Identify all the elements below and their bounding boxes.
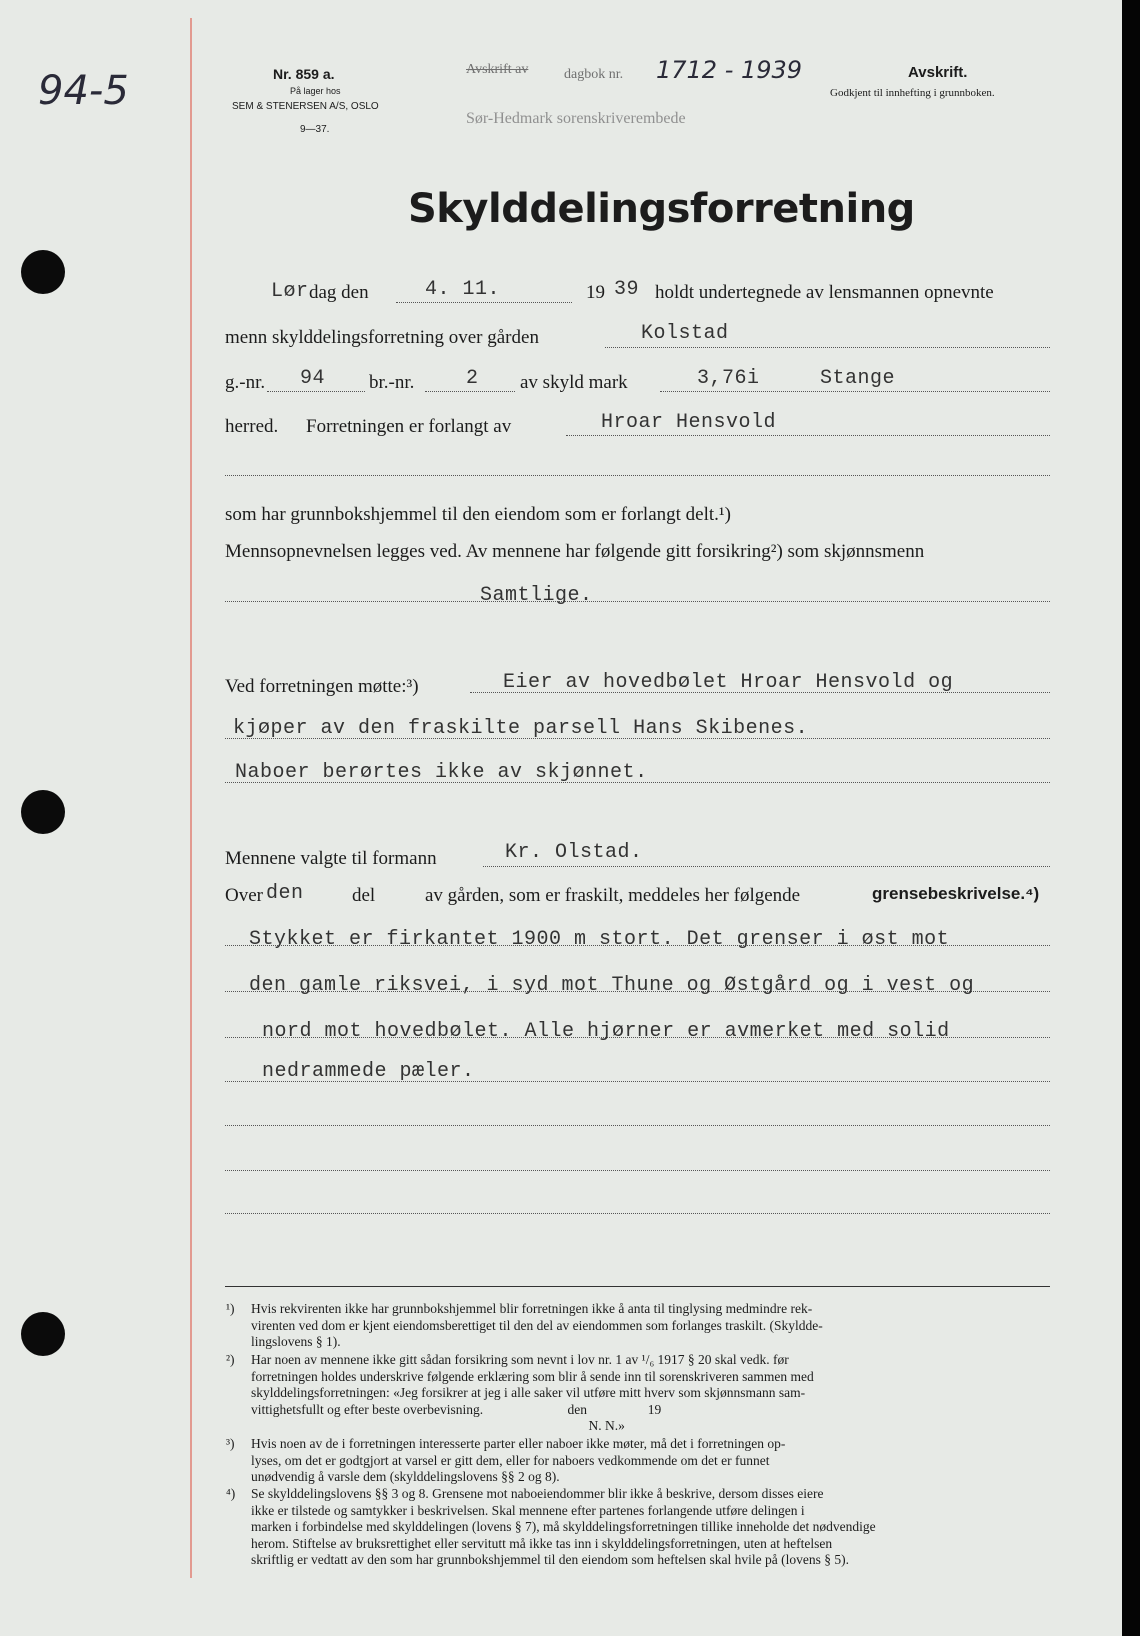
grense-4: nedrammede pæler.	[262, 1060, 475, 1083]
punch-hole	[21, 250, 65, 294]
over-label: Over	[225, 885, 263, 906]
mennsopnevnelse-line: Mennsopnevnelsen legges ved. Av mennene har følgende gitt forsikring²) som skjønnsmenn	[225, 541, 925, 562]
herred-label: herred.	[225, 416, 279, 437]
footnote-line: unødvendig å varsle dem (skylddelingslovens §§ 2 og 8).	[251, 1469, 560, 1484]
date-value: 4. 11.	[425, 278, 501, 301]
formann-value: Kr. Olstad.	[505, 841, 643, 864]
footnote-line: lyses, om det er godtgjort at varsel er gitt dem, eller for naboers vedkommende om det er funnet	[251, 1452, 770, 1468]
skyld-label: av skyld mark	[520, 372, 628, 393]
footnote-line: ikke er tilstede og samtykker i beskrivelsen. Skal mennene efter partenes forlangende utføre delingen i	[251, 1502, 805, 1518]
weekday-prefix: Lør	[271, 280, 309, 303]
motte-3: Naboer berørtes ikke av skjønnet.	[235, 761, 648, 784]
footnote-line: Hvis noen av de i forretningen interesserte parter eller naboer ikke møter, må det i forretningen op-	[251, 1436, 786, 1451]
century-label: 19	[586, 282, 605, 303]
blank-line	[225, 1213, 1050, 1214]
footnote-line: Har noen av mennene ikke gitt sådan forsikring som nevnt i lov nr. 1 av ¹/₆ 1917 § 20 skal vedk. før	[251, 1352, 789, 1367]
margin-rule	[190, 18, 192, 1578]
footnote-line: Se skylddelingslovens §§ 3 og 8. Grensene mot naboeiendommer blir ikke å beskrive, dersom disses eiere	[251, 1486, 824, 1501]
footnote-1	[226, 1301, 1056, 1351]
gnr-value: 94	[300, 367, 326, 390]
footnote-line: marken i forbindelse med skylddelingen (lovens § 7), må skylddelingsforretningen tillike inneholde det nødvendige	[251, 1519, 876, 1534]
form-date: 9—37.	[300, 124, 330, 135]
stamp-dagbok: dagbok nr.	[564, 67, 624, 82]
footnote-line: skriftlig er vedtatt av den som har grunnbokshjemmel til den eiendom som heftelsen skal hvile på (lovens § 5).	[251, 1552, 849, 1567]
avskrift-note: Godkjent til innhefting i grunnboken.	[830, 87, 995, 99]
footnote-line: herom. Stiftelse av bruksrettighet eller servitutt må ikke tas inn i skylddelingsforretningen, uten at heftelsen	[251, 1535, 833, 1551]
footnote-line: forretningen holdes underskrive følgende erklæring som blir å sende inn til sorenskriveren sammen med	[251, 1368, 814, 1384]
footnote-3	[226, 1436, 1056, 1486]
footnote-mark: ²)	[226, 1352, 235, 1367]
grense-3: nord mot hovedbølet. Alle hjørner er avmerket med solid	[262, 1020, 950, 1043]
skyld-line	[660, 391, 1050, 392]
grunnbok-line: som har grunnbokshjemmel til den eiendom som er forlangt delt.¹)	[225, 504, 731, 525]
year-value: 39	[614, 278, 640, 301]
menn-label: menn skylddelingsforretning over gården	[225, 327, 539, 348]
page-title: Skylddelingsforretning	[408, 186, 915, 232]
gnr-line	[267, 391, 365, 392]
footnote-line: skylddelingsforretningen: «Jeg forsikrer at jeg i alle saker vil utføre mitt hverv som skjønnsmann sam-	[251, 1385, 806, 1400]
skyld-value: 3,76i	[697, 367, 760, 390]
blank-line	[225, 475, 1050, 476]
farm-name: Kolstad	[641, 322, 729, 345]
grense-1: Stykket er firkantet 1900 m stort. Det grenser i øst mot	[249, 928, 950, 951]
footnote-mark: ³)	[226, 1436, 235, 1451]
blank-line	[225, 1125, 1050, 1126]
footnote-line: Hvis rekvirenten ikke har grunnbokshjemmel blir forretningen ikke å anta til tinglysing medmindre rek-	[251, 1301, 813, 1316]
footnote-line: vittighetsfullt og efter beste overbevisning. den 19	[251, 1401, 662, 1417]
over-den: den	[266, 882, 304, 905]
stamp-prefix: Avskrift av	[466, 62, 529, 77]
publisher-line1: På lager hos	[290, 86, 341, 96]
formann-line	[483, 866, 1050, 867]
stamp-office: Sør-Hedmark sorenskriverembede	[466, 110, 686, 127]
footnote-4	[226, 1486, 1056, 1569]
punch-hole	[21, 1312, 65, 1356]
form-number: Nr. 859 a.	[273, 66, 335, 82]
grensebeskrivelse-label: grensebeskrivelse.⁴)	[872, 884, 1040, 903]
footnote-2	[226, 1352, 1056, 1435]
publisher-line2: SEM & STENERSEN A/S, OSLO	[232, 101, 379, 112]
motte-1: Eier av hovedbølet Hroar Hensvold og	[503, 671, 954, 694]
motte-label: Ved forretningen møtte:³)	[225, 676, 419, 697]
skjonnsmenn-value: Samtlige.	[480, 584, 593, 607]
gnr-label: g.-nr.	[225, 372, 266, 393]
over-text: av gården, som er fraskilt, meddeles her følgende	[425, 885, 801, 906]
holdt-label: holdt undertegnede av lensmannen opnevnte	[655, 282, 994, 303]
requested-line	[566, 435, 1050, 436]
bnr-line	[425, 391, 515, 392]
formann-label: Mennene valgte til formann	[225, 848, 437, 869]
herred-name: Stange	[820, 367, 896, 390]
requested-by: Hroar Hensvold	[601, 411, 777, 434]
farm-line	[605, 347, 1050, 348]
requested-label: Forretningen er forlangt av	[306, 416, 512, 437]
dag-den-label: dag den	[309, 282, 369, 303]
motte-2: kjøper av den fraskilte parsell Hans Skibenes.	[233, 717, 809, 740]
margin-note: 94-5	[38, 68, 129, 114]
punch-hole	[21, 790, 65, 834]
footnote-mark: ¹)	[226, 1301, 235, 1316]
footnote-line: virenten ved dom er kjent eiendomsberettiget til den del av eiendommen som forlanges traskilt. (Skyldde-	[251, 1317, 823, 1333]
over-del: del	[352, 885, 376, 906]
bnr-label: br.-nr.	[369, 372, 415, 393]
dagbok-number: 1712 - 1939	[656, 56, 803, 84]
avskrift-title: Avskrift.	[908, 64, 968, 81]
footnote-line: lingslovens § 1).	[251, 1334, 341, 1349]
footnote-mark: ⁴)	[226, 1486, 236, 1501]
date-line	[396, 302, 572, 303]
bnr-value: 2	[466, 367, 479, 390]
footnote-separator	[225, 1286, 1050, 1287]
skjonnsmenn-line	[225, 601, 1050, 602]
footnote-line: N. N.»	[251, 1418, 625, 1433]
grense-2: den gamle riksvei, i syd mot Thune og Østgård og i vest og	[249, 974, 975, 997]
blank-line	[225, 1170, 1050, 1171]
